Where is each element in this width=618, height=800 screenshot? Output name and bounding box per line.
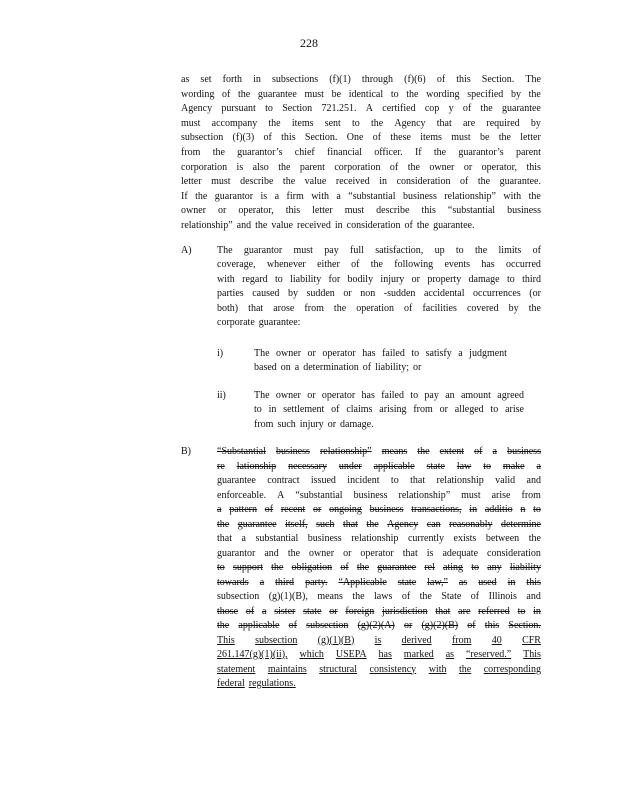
item-a-line: with regard to liability for bodily injury or property damage to third [217, 273, 541, 285]
item-b-line: re lationship necessary under applicable state law to make a [217, 460, 541, 472]
item-b-label: B) [181, 446, 191, 457]
item-a-ii-line: to in settlement of claims arising from or alleged to arise [254, 404, 524, 416]
intro-line: letter must describe the value received in consideration of the guarantee. [181, 176, 541, 188]
intro-line: must accompany the items sent to the Agency that are required by [181, 117, 541, 129]
intro-line: owner or operator, this letter must describe this “substantial business [181, 205, 541, 217]
item-b-line: “Substantial business relationship” means the extent of a business [217, 446, 541, 457]
page-number: 228 [300, 36, 318, 50]
item-b-line: 261.147(g)(1)(ii), which USEPA has marked as “reserved.” This [217, 649, 541, 660]
intro-line: wording of the guarantee must be identical to the wording specified by the [181, 88, 541, 100]
intro-line: as set forth in subsections (f)(1) through (f)(6) of this Section. The [181, 74, 541, 85]
item-b-line: those of a sister state or foreign jurisdiction that are referred to in [217, 605, 541, 617]
item-b-line: that a substantial business relationship currently exists between the [217, 533, 541, 544]
item-a-line: both) that arose from the operation of facilities covered by the [217, 302, 541, 314]
item-a-line: corporate guarantee: [217, 317, 301, 328]
item-a-i-label: i) [217, 348, 224, 359]
item-a-line: coverage, whenever either of the following events has occurred [217, 259, 541, 271]
item-b-line: the guarantee itself, such that the Agency can reasonably determine [217, 518, 541, 530]
intro-line: If the guarantor is a firm with a “substantial business relationship” with the [181, 190, 541, 202]
item-a-label: A) [181, 245, 192, 256]
item-b-line: a pattern of recent or ongoing business transactions, in additio n to [217, 504, 541, 515]
item-b-line: subsection (g)(1)(B), means the laws of the State of Illinois and [217, 591, 541, 602]
intro-line: corporation is also the parent corporation of the owner or operator, this [181, 161, 541, 173]
item-b-line: guarantor and the owner or operator that is adequate consideration [217, 547, 541, 559]
item-a-i-line: The owner or operator has failed to satisfy a judgment [254, 348, 507, 359]
intro-line: from the guarantor’s chief financial officer. If the guarantor’s parent [181, 147, 541, 158]
item-b-line: This subsection (g)(1)(B) is derived from 40 CFR [217, 634, 541, 646]
item-a-ii-line: The owner or operator has failed to pay an amount agreed [254, 390, 524, 401]
item-a-line: The guarantor must pay full satisfaction, up to the limits of [217, 245, 541, 256]
item-b-line: to support the obligation of the guarantee rel ating to any liability [217, 562, 541, 573]
item-a-i-line: based on a determination of liability; or [254, 362, 422, 374]
intro-line: Agency pursuant to Section 721.251. A certified cop y of the guarantee [181, 103, 541, 115]
item-b-line: enforceable. A “substantial business relationship” must arise from [217, 489, 541, 501]
item-b-line: federal regulations. [217, 678, 296, 689]
item-b-line: guarantee contract issued incident to that relationship valid and [217, 475, 541, 486]
item-b-line: statement maintains structural consistency with the corresponding [217, 663, 541, 675]
item-b-line: towards a third party. “Applicable state law,” as used in this [217, 576, 541, 588]
item-a-line: parties caused by sudden or non -sudden accidental occurrences (or [217, 288, 541, 300]
intro-line: relationship” and the value received in consideration of the guarantee. [181, 220, 475, 231]
item-a-ii-line: from such injury or damage. [254, 418, 374, 430]
intro-line: subsection (f)(3) of this Section. One of these items must be the letter [181, 132, 541, 144]
item-a-ii-label: ii) [217, 390, 226, 401]
item-b-line: the applicable of subsection (g)(2)(A) or (g)(2)(B) of this Section. [217, 620, 541, 631]
